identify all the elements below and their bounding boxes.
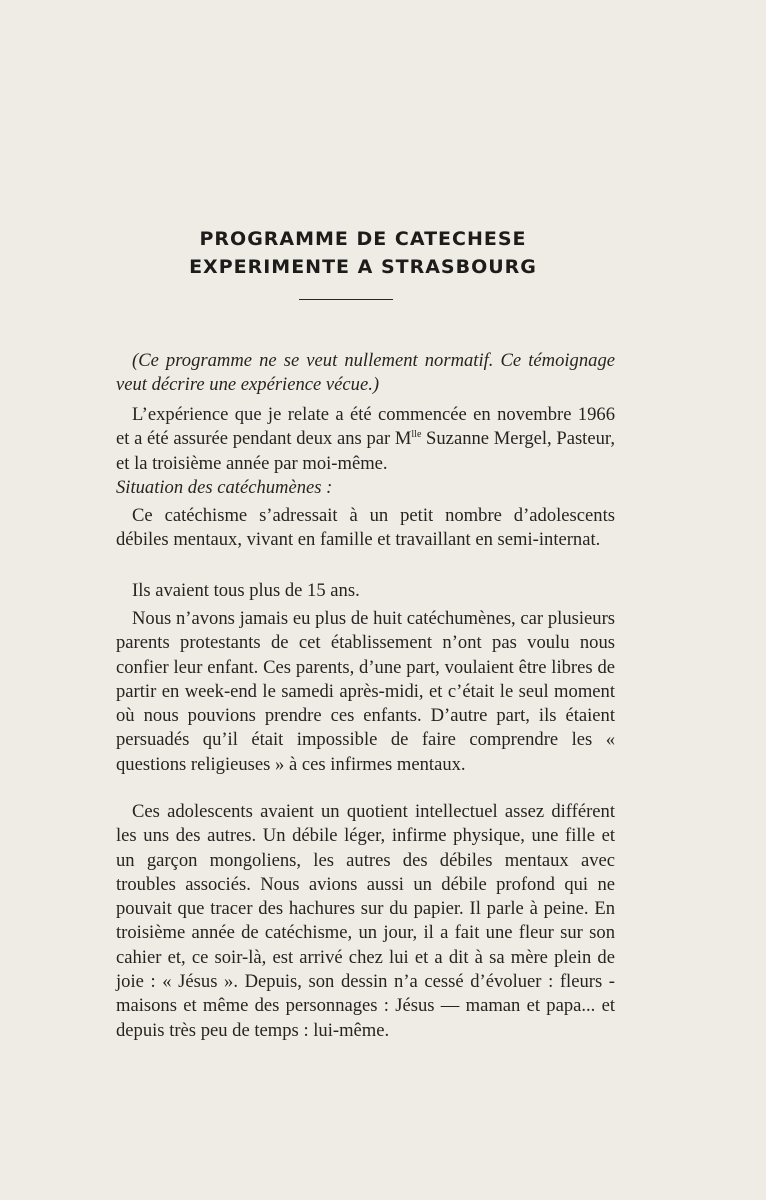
paragraph-1-text-a: L’expérience que je relate a été commencée en novembre 1966 et a été assurée pendant deux ans par M [116, 404, 615, 450]
paragraph-1-text-b: Suzanne Mergel, Pasteur, et la troisième année par moi-même. [116, 428, 615, 474]
document-title-line-1: PROGRAMME DE CATECHESE [199, 228, 527, 250]
paragraph-4: Nous n’avons jamais eu plus de huit catéchumènes, car plusieurs parents protestants de cet établissement n’ont pas voulu nous confier leur enfant. Ces parents, d’une part, voulaient être libres de partir en week-end le samedi après-midi, et c’était le seul moment où nous pouvions prendre ces enfants. D’autre part, ils étaient persuadés qu’il était impossible de faire comprendre les « questions religieuses » à ces infirmes mentaux. [116, 608, 615, 775]
document-title-line-2: EXPERIMENTE A STRASBOURG [189, 256, 537, 278]
section-heading: Situation des catéchumènes : [116, 477, 333, 498]
intro-note: (Ce programme ne se veut nullement normatif. Ce témoignage veut décrire une expérience vécue.) [116, 350, 615, 396]
paragraph-3: Ils avaient tous plus de 15 ans. [132, 580, 360, 601]
paragraph-1-superscript: lle [411, 429, 422, 441]
title-underline-divider [299, 299, 393, 300]
paragraph-1 [116, 403, 615, 476]
paragraph-2: Ce catéchisme s’adressait à un petit nombre d’adolescents débiles mentaux, vivant en famille et travaillant en semi-internat. [116, 505, 615, 551]
paragraph-5: Ces adolescents avaient un quotient intellectuel assez différent les uns des autres. Un débile léger, infirme physique, une fille et un garçon mongoliens, les autres des débiles mentaux avec troubles associés. Nous avions aussi un débile profond qui ne pouvait que tracer des hachures sur du papier. Il parle à peine. En troisième année de catéchisme, un jour, il a fait une fleur sur son cahier et, ce soir-là, est arrivé chez lui et a dit à sa mère plein de joie : « Jésus ». Depuis, son dessin n’a cessé d’évoluer : fleurs - maisons et même des personnages : Jésus — maman et papa... et depuis très peu de temps : lui-même. [116, 801, 615, 1041]
